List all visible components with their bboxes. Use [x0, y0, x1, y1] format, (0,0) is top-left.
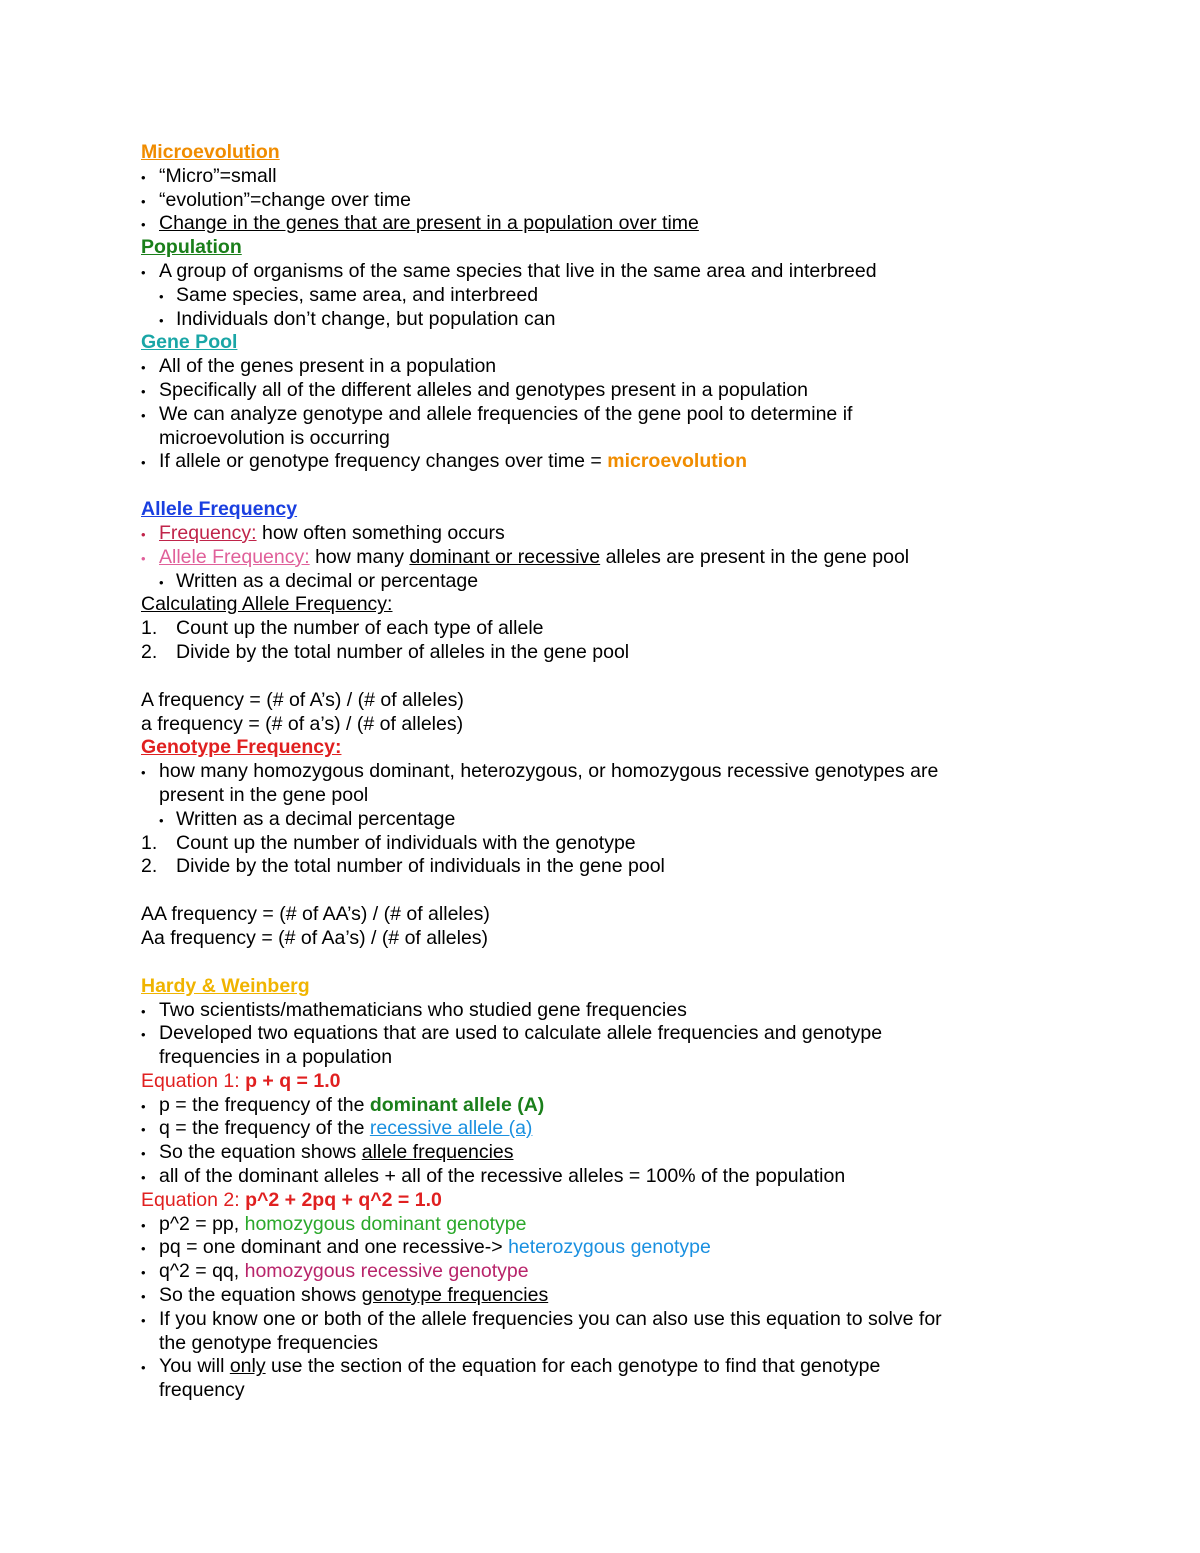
list-item-text: p^2 = pp, [159, 1212, 245, 1235]
formula: a frequency = (# of a’s) / (# of alleles) [141, 712, 464, 735]
equation-1 [141, 1070, 1061, 1094]
sub-list-item [141, 284, 1061, 308]
list-item [141, 260, 1061, 284]
list-item [141, 1355, 1061, 1379]
list-item-text: q^2 = qq, [159, 1260, 245, 1283]
list-item-continuation [141, 427, 1061, 451]
list-item [141, 999, 1061, 1023]
bullet-icon: • [141, 1360, 146, 1376]
item-number: 1. [141, 831, 158, 854]
equation-2 [141, 1189, 1061, 1213]
bullet-icon: • [141, 526, 146, 542]
list-item-text: p = the frequency of the [159, 1093, 370, 1116]
list-item-text: So the equation shows [159, 1284, 362, 1307]
underlined-text: dominant or recessive [409, 545, 601, 568]
gene-pool-heading: Gene Pool [141, 331, 238, 354]
sub-list-item [141, 570, 1061, 594]
allele-frequency-heading: Allele Frequency [141, 498, 298, 521]
bullet-icon: • [141, 1146, 146, 1162]
list-item [141, 403, 1061, 427]
highlight-term: heterozygous genotype [508, 1236, 711, 1259]
bullet-icon: • [159, 574, 164, 590]
highlight-term: recessive allele (a) [369, 1117, 533, 1140]
item-number: 2. [141, 855, 158, 878]
highlight-term: homozygous recessive genotype [244, 1260, 529, 1283]
list-item-text: Individuals don’t change, but population can [176, 307, 556, 330]
formula: A frequency = (# of A’s) / (# of alleles) [141, 688, 464, 711]
list-item-text: Divide by the total number of individuals in the gene pool [176, 855, 665, 878]
list-item [141, 760, 1061, 784]
list-item-text: use the section of the equation for each genotype to find that genotype [265, 1355, 881, 1378]
item-number: 2. [141, 640, 158, 663]
list-item [141, 1117, 1061, 1141]
bullet-icon: • [141, 1170, 146, 1186]
list-item-text: microevolution is occurring [159, 426, 390, 449]
list-item-continuation [141, 1332, 1061, 1356]
list-item-text: pq = one dominant and one recessive-> [159, 1236, 509, 1259]
spacer [141, 879, 1061, 903]
spacer [141, 474, 1061, 498]
list-item [141, 1260, 1061, 1284]
list-item [141, 1094, 1061, 1118]
bullet-icon: • [141, 407, 146, 423]
document-body [141, 141, 1061, 1403]
list-item-text: alleles are present in the gene pool [600, 545, 910, 568]
list-item-text: Change in the genes that are present in a population over time [159, 212, 699, 235]
list-item-text: If you know one or both of the allele frequencies you can also use this equation to solve for [159, 1307, 942, 1330]
microevolution-heading: Microevolution [141, 141, 280, 163]
list-item [141, 1022, 1061, 1046]
bullet-icon: • [141, 193, 146, 209]
bullet-icon: • [141, 217, 146, 233]
list-item [141, 1213, 1061, 1237]
genotype-frequency-heading: Genotype Frequency: [141, 736, 342, 759]
numbered-item [141, 832, 1061, 856]
calculating-heading: Calculating Allele Frequency: [141, 593, 393, 616]
list-item-text: Specifically all of the different alleles and genotypes present in a population [159, 378, 808, 401]
list-item-text: So the equation shows [159, 1141, 362, 1164]
bullet-icon: • [141, 383, 146, 399]
bullet-icon: • [141, 455, 146, 471]
list-item-text: all of the dominant alleles + all of the recessive alleles = 100% of the population [159, 1165, 846, 1188]
hardy-weinberg-heading: Hardy & Weinberg [141, 974, 310, 997]
equation-formula: p + q = 1.0 [245, 1069, 341, 1092]
bullet-icon: • [141, 1003, 146, 1019]
spacer [141, 951, 1061, 975]
bullet-icon: • [159, 812, 164, 828]
bullet-icon: • [159, 288, 164, 304]
list-item-text: All of the genes present in a population [159, 355, 497, 378]
list-item-continuation [141, 784, 1061, 808]
list-item [141, 379, 1061, 403]
highlight-term: homozygous dominant genotype [244, 1212, 527, 1235]
numbered-item [141, 855, 1061, 879]
list-item-text: Developed two equations that are used to calculate allele frequencies and genotype [159, 1022, 883, 1045]
bullet-icon: • [159, 312, 164, 328]
formula: Aa frequency = (# of Aa’s) / (# of alleles) [141, 926, 489, 949]
list-item [141, 1141, 1061, 1165]
bullet-icon: • [141, 264, 146, 280]
numbered-item [141, 641, 1061, 665]
list-item [141, 546, 1061, 570]
bullet-icon: • [141, 1027, 146, 1043]
bullet-icon: • [141, 360, 146, 376]
bullet-icon: • [141, 1098, 146, 1114]
list-item [141, 1308, 1061, 1332]
underlined-text: allele frequencies [361, 1141, 514, 1164]
equation-label: Equation 2: [141, 1188, 246, 1211]
formula: AA frequency = (# of AA’s) / (# of alleles) [141, 903, 490, 926]
list-item-text: Written as a decimal or percentage [176, 569, 479, 592]
list-item [141, 165, 1061, 189]
bullet-icon: • [141, 765, 146, 781]
underlined-text: only [229, 1355, 266, 1378]
bullet-icon: • [141, 1265, 146, 1281]
numbered-item [141, 617, 1061, 641]
list-item-text: You will [159, 1355, 230, 1378]
list-item-continuation [141, 1046, 1061, 1070]
bullet-icon: • [141, 1217, 146, 1233]
list-item [141, 1236, 1061, 1260]
list-item-text: Count up the number of individuals with the genotype [176, 831, 636, 854]
term: Allele Frequency: [159, 545, 310, 568]
list-item [141, 522, 1061, 546]
bullet-icon: • [141, 169, 146, 185]
bullet-icon: • [141, 1122, 146, 1138]
list-item-text: “evolution”=change over time [159, 188, 412, 211]
bullet-icon: • [141, 1289, 146, 1305]
list-item [141, 1284, 1061, 1308]
bullet-icon: • [141, 550, 146, 566]
list-item-continuation [141, 1379, 1061, 1403]
sub-list-item [141, 808, 1061, 832]
equation-formula: p^2 + 2pq + q^2 = 1.0 [245, 1188, 442, 1211]
list-item-text: We can analyze genotype and allele frequencies of the gene pool to determine if [159, 402, 853, 425]
underlined-text: genotype frequencies [361, 1284, 549, 1307]
bullet-icon: • [141, 1312, 146, 1328]
population-heading: Population [141, 236, 242, 259]
list-item-text: how often something occurs [256, 521, 505, 544]
list-item-text: frequencies in a population [159, 1046, 393, 1069]
list-item-text: q = the frequency of the [159, 1117, 370, 1140]
list-item-text: Written as a decimal percentage [176, 807, 456, 830]
highlight-term: dominant allele (A) [369, 1093, 545, 1116]
list-item [141, 450, 1061, 474]
list-item-text: Two scientists/mathematicians who studied gene frequencies [159, 998, 687, 1021]
list-item [141, 189, 1061, 213]
list-item-text: how many [309, 545, 410, 568]
list-item-text: If allele or genotype frequency changes over time = [159, 450, 608, 473]
highlight-term: microevolution [607, 450, 748, 473]
equation-label: Equation 1: [141, 1069, 246, 1092]
list-item-text: Divide by the total number of alleles in the gene pool [176, 640, 630, 663]
list-item-text: Count up the number of each type of allele [176, 617, 544, 640]
term: Frequency: [159, 521, 257, 544]
item-number: 1. [141, 617, 158, 640]
list-item-text: “Micro”=small [159, 164, 277, 187]
list-item-text: Same species, same area, and interbreed [176, 283, 539, 306]
spacer [141, 665, 1061, 689]
list-item-text: the genotype frequencies [159, 1331, 378, 1354]
list-item [141, 355, 1061, 379]
list-item [141, 212, 1061, 236]
list-item [141, 1165, 1061, 1189]
list-item-text: frequency [159, 1379, 245, 1402]
sub-list-item [141, 308, 1061, 332]
bullet-icon: • [141, 1241, 146, 1257]
list-item-text: how many homozygous dominant, heterozygous, or homozygous recessive genotypes are [159, 760, 939, 783]
list-item-text: present in the gene pool [159, 783, 369, 806]
list-item-text: A group of organisms of the same species that live in the same area and interbreed [159, 259, 877, 282]
